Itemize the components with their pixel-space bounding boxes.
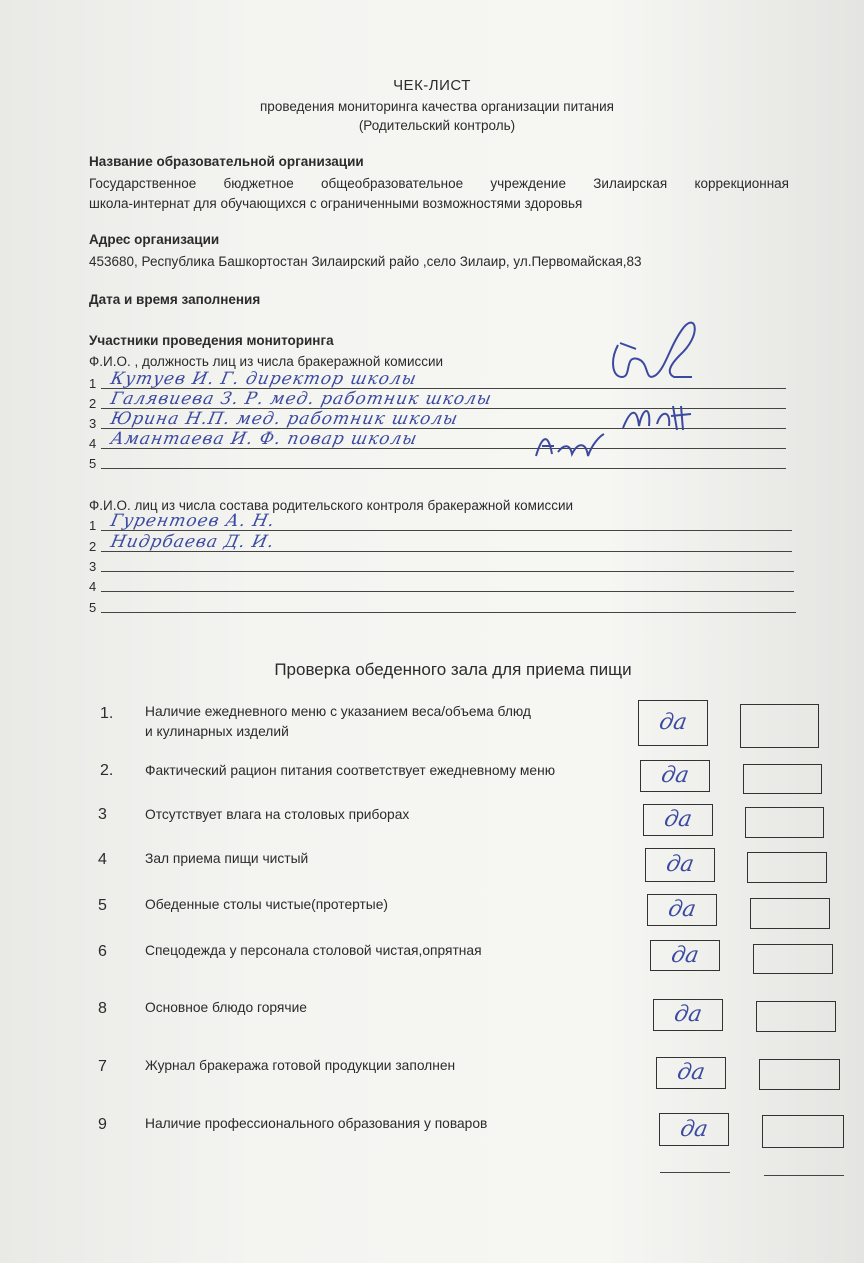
doc-title: ЧЕК-ЛИСТ (393, 77, 471, 94)
answer-box-yes[interactable]: да (638, 700, 708, 746)
parent-row (89, 597, 796, 615)
item-question: Зал приема пищи чистый (145, 851, 309, 866)
item-question: Наличие профессионального образования у поваров (145, 1116, 488, 1131)
parent-row (89, 556, 794, 574)
answer-box-yes[interactable]: да (659, 1113, 729, 1146)
answer-box-empty[interactable] (759, 1059, 840, 1090)
answer-box-empty[interactable] (743, 764, 822, 794)
handwritten-entry: Галявиева З. Р. мед. работник школы (108, 389, 494, 409)
row-number: 2 (89, 539, 97, 554)
parent-row (89, 576, 794, 594)
row-number: 5 (89, 456, 97, 471)
row-number: 3 (89, 416, 97, 431)
answer-box-yes[interactable]: да (640, 760, 710, 792)
org-name-line-2: школа-интернат для обучающихся с ограниченными возможностями здоровья (89, 196, 583, 211)
parents-subheading: Ф.И.О. лиц из числа состава родительского контроля бракеражной комиссии (89, 498, 574, 513)
answer-box-yes[interactable]: да (650, 940, 720, 971)
commission-row (89, 453, 786, 471)
section-title: Проверка обеденного зала для приема пищи (274, 660, 632, 679)
org-name-line-1: Государственное бюджетное общеобразовательное учреждение Зилаирская коррекционная (89, 176, 789, 191)
answer-box-yes[interactable]: да (653, 999, 723, 1031)
item-number: 3 (98, 806, 107, 823)
row-number: 1 (89, 518, 97, 533)
item-question: Журнал бракеража готовой продукции заполнен (145, 1058, 456, 1073)
handwritten-entry: Нидрбаева Д. И. (108, 532, 277, 552)
answer-box-yes[interactable]: да (643, 804, 713, 836)
bottom-line (660, 1172, 730, 1173)
item-number: 4 (98, 851, 107, 868)
date-heading: Дата и время заполнения (89, 292, 261, 307)
doc-subtitle-2: (Родительский контроль) (358, 118, 516, 133)
checklist-item (0, 940, 864, 1000)
item-number: 5 (98, 897, 107, 914)
bottom-line (764, 1175, 844, 1176)
item-question: Основное блюдо горячие (145, 1000, 307, 1015)
org-name-heading: Название образовательной организации (89, 154, 364, 169)
item-number: 2. (100, 762, 114, 779)
checklist-item (0, 1055, 864, 1115)
answer-box-empty[interactable] (753, 944, 833, 974)
item-number: 7 (98, 1058, 107, 1075)
item-number: 1. (100, 705, 114, 722)
commission-subheading: Ф.И.О. , должность лиц из числа бракеражной комиссии (89, 354, 444, 369)
answer-box-empty[interactable] (740, 704, 819, 748)
doc-subtitle: проведения мониторинга качества организации питания (260, 99, 614, 114)
item-number: 8 (98, 1000, 107, 1017)
handwritten-entry: Гурентоев А. Н. (108, 511, 278, 531)
handwritten-entry: Амантаева И. Ф. повар школы (108, 429, 420, 449)
item-question: Отсутствует влага на столовых приборах (145, 807, 410, 822)
handwritten-entry: Кутуев И. Г. директор школы (108, 369, 419, 389)
parent-row (89, 511, 792, 533)
answer-box-empty[interactable] (747, 852, 827, 883)
address-value: 453680, Республика Башкортостан Зилаирский райо ,село Зилаир, ул.Первомайская,83 (89, 254, 642, 269)
row-number: 4 (89, 436, 97, 451)
answer-box-yes[interactable]: да (647, 894, 717, 926)
handwritten-entry: Юрина Н.П. мед. работник школы (108, 409, 461, 429)
item-number: 6 (98, 943, 107, 960)
row-number: 5 (89, 600, 97, 615)
item-question: Обеденные столы чистые(протертые) (145, 897, 388, 912)
row-number: 1 (89, 376, 97, 391)
signature-mark (617, 400, 697, 436)
item-question: Наличие ежедневного меню с указанием веса/объема блюд и кулинарных изделий (145, 704, 531, 739)
participants-heading: Участники проведения мониторинга (89, 333, 334, 348)
item-question: Спецодежда у персонала столовой чистая,опрятная (145, 943, 482, 958)
row-number: 2 (89, 396, 97, 411)
answer-box-empty[interactable] (750, 898, 830, 929)
signature-mark (530, 426, 610, 466)
checklist-item (0, 997, 864, 1057)
checklist-item (0, 700, 864, 760)
parent-row (89, 532, 792, 554)
answer-box-empty[interactable] (756, 1001, 836, 1032)
answer-box-yes[interactable]: да (645, 848, 715, 882)
item-number: 9 (98, 1116, 107, 1133)
row-number: 4 (89, 579, 97, 594)
checklist-item (0, 1113, 864, 1173)
answer-box-empty[interactable] (745, 807, 824, 838)
address-heading: Адрес организации (89, 232, 220, 247)
item-question: Фактический рацион питания соответствует ежедневному меню (145, 763, 556, 778)
row-number: 3 (89, 559, 97, 574)
signature-mark (600, 315, 710, 395)
answer-box-yes[interactable]: да (656, 1057, 726, 1089)
answer-box-empty[interactable] (762, 1115, 844, 1148)
